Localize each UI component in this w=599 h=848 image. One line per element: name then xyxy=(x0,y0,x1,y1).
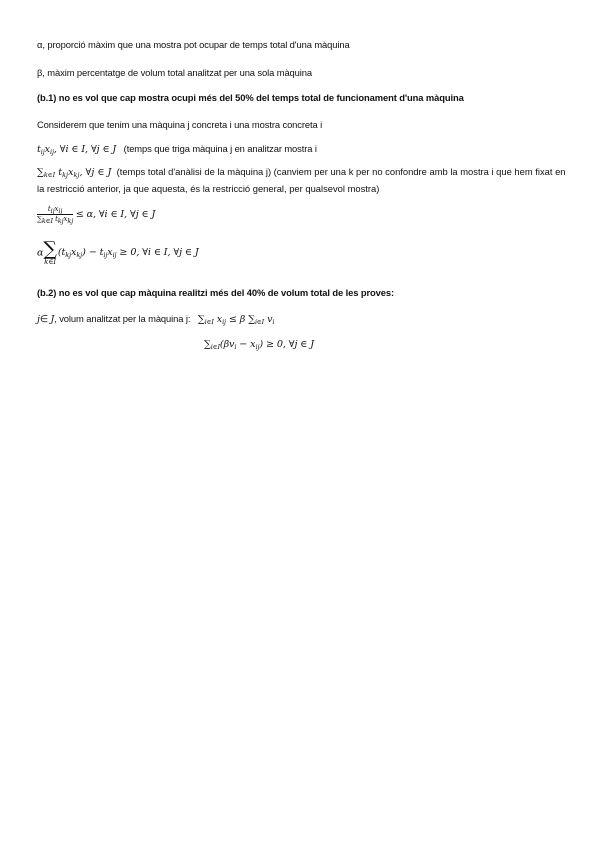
summation-sign: ∑ k∈I xyxy=(43,238,57,266)
b1-heading: (b.1) no es vol que cap mostra ocupi més del 50% del temps total de funcionament d'una màquina xyxy=(37,92,464,103)
alpha-text: , proporció màxim que una mostra pot ocupar de temps total d'una màquina xyxy=(42,39,350,50)
tij-equation-line xyxy=(37,143,317,155)
tij-note: (temps que triga màquina j en analitzar mostra i xyxy=(123,143,317,154)
volume-formula: $\sum_{i\in I}$ $x_{ij} \le \beta$ $\sum_{i\in I}$ $v_i$ xyxy=(197,314,275,326)
sum-formula: $\sum_{k\in I}$ $t_{kj}x_{kj}$, ∀j ∈ J xyxy=(37,167,112,179)
beta-text: , màxim percentatge de volum total analitzat per una sola màquina xyxy=(42,67,312,78)
volum-text: , volum analitzat per la màquina j: xyxy=(54,313,191,324)
linear-inequality: α ∑ k∈I $(t_{kj}x_{kj}) - t_{ij}x_{ij} \ge 0$, ∀i ∈ I, ∀j ∈ J xyxy=(37,238,199,266)
final-inequality: $\sum_{i\in I}(\beta v_i - x_{ij}) \ge 0$, ∀j ∈ J xyxy=(204,339,314,351)
sum-paragraph xyxy=(37,164,567,196)
alpha-definition xyxy=(37,39,350,50)
fraction-inequality: $\frac{t_{ij}x_{ij}}{\sum_{k\in I} t_{kj}x_{kj}}$ ≤ α, ∀i ∈ I, ∀j ∈ J xyxy=(37,205,156,225)
volume-line: j∈ J, volum analitzat per la màquina j: $\sum_{i\in I}$ $x_{ij} \le \beta$ $\sum_{i\in I}$ $v_i$ xyxy=(37,313,275,326)
ratio-fraction: $\frac{t_{ij}x_{ij}}{\sum_{k\in I} t_{kj}x_{kj}}$ xyxy=(37,205,74,225)
consider-text: Considerem que tenim una màquina j concreta i una mostra concreta i xyxy=(37,119,323,130)
beta-symbol: β xyxy=(37,67,43,78)
b2-heading: (b.2) no es vol que cap màquina realitzi més del 40% de volum total de les proves: xyxy=(37,287,395,298)
sum-note: (temps total d'anàlisi de la màquina j) (canviem per una k per no confondre amb la mostra i que hem fixat en la restricció anterior, ja que aquesta, és la restricció general, per qualsevol mostra) xyxy=(37,166,566,194)
beta-definition xyxy=(37,67,312,78)
alpha-symbol: α xyxy=(37,39,43,50)
tij-formula: $t_{ij}x_{ij}$, ∀i ∈ I, ∀j ∈ J xyxy=(37,144,117,156)
